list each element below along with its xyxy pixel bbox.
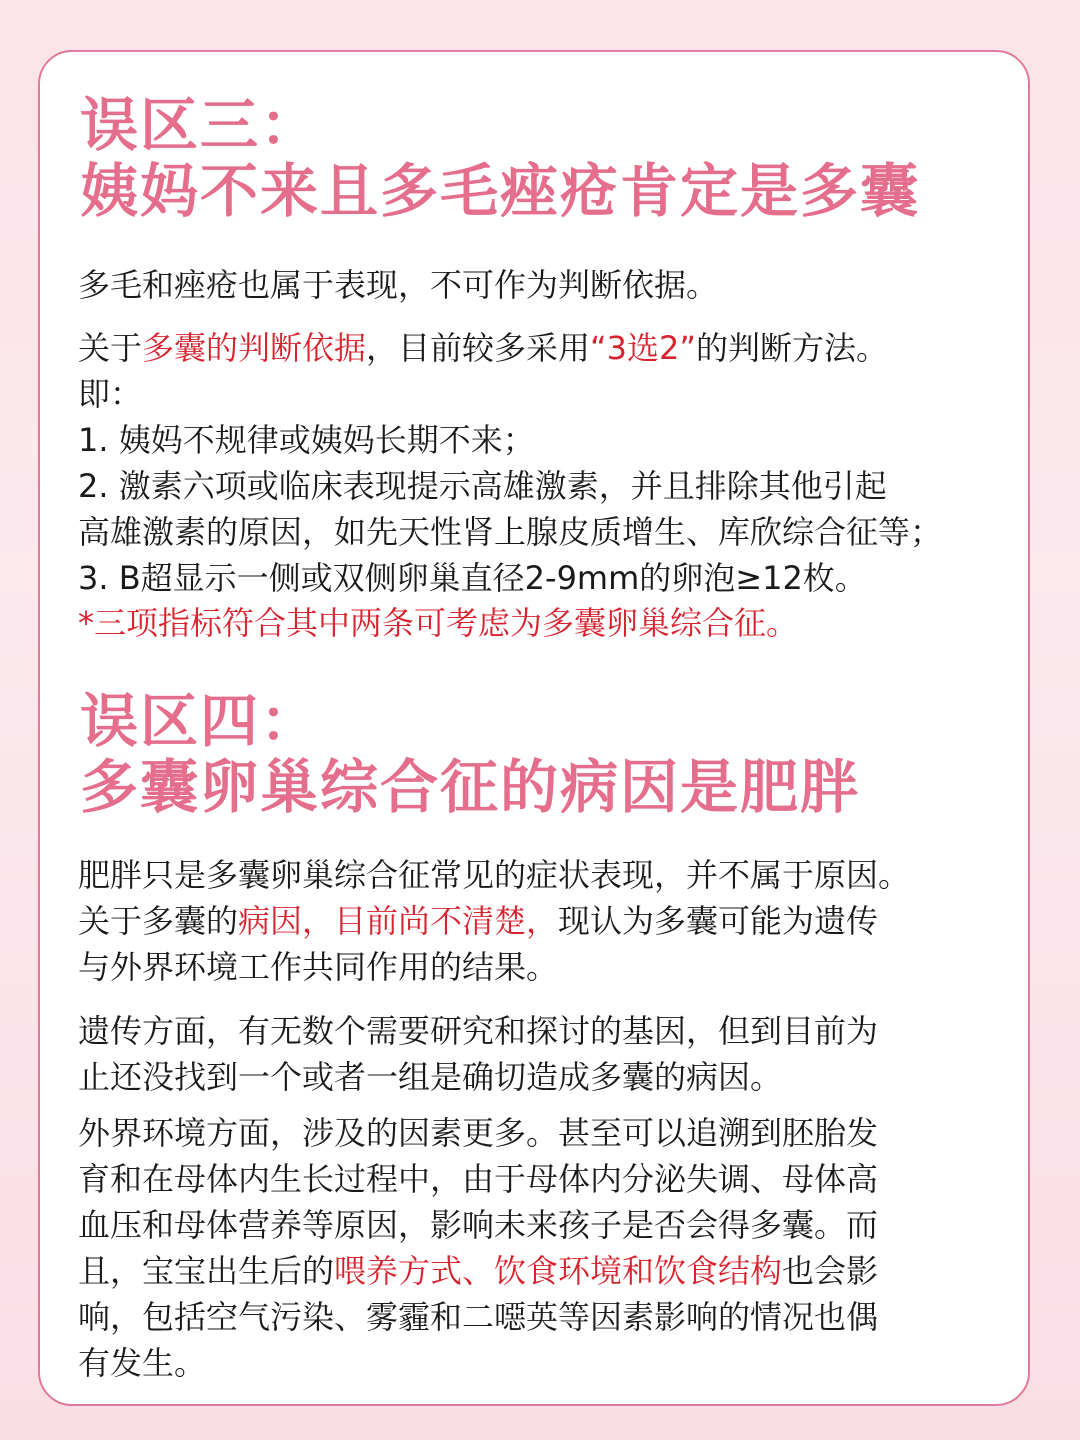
section4-p3-line3: 血压和母体营养等原因，影响未来孩子是否会得多囊。而 bbox=[78, 1206, 879, 1244]
criteria-item-1: 1. 姨妈不规律或姨妈长期不来； bbox=[78, 421, 535, 459]
section3-note: *三项指标符合其中两条可考虑为多囊卵巢综合征。 bbox=[78, 604, 799, 642]
p1-line2-pre: 关于多囊的 bbox=[78, 902, 239, 940]
criteria-highlight-rule: “3选2” bbox=[590, 329, 696, 367]
section4-paragraph-1 bbox=[78, 852, 910, 990]
criteria-item-2-line2: 高雄激素的原因，如先天性肾上腺皮质增生、库欣综合征等； bbox=[78, 513, 943, 551]
section4-p3-line6: 有发生。 bbox=[78, 1344, 207, 1382]
section3-title-line2: 姨妈不来且多毛痤疮肯定是多囊 bbox=[80, 157, 921, 225]
section4-title-line2: 多囊卵巢综合征的病因是肥胖 bbox=[80, 753, 861, 821]
criteria-mid: ，目前较多采用 bbox=[366, 329, 591, 367]
section4-p3-line4 bbox=[78, 1248, 878, 1294]
criteria-post: 的判断方法。 bbox=[695, 329, 888, 367]
criteria-item-3: 3. B超显示一侧或双侧卵巢直径2-9mm的卵泡≥12枚。 bbox=[78, 559, 867, 597]
section3-criteria bbox=[78, 325, 942, 601]
section4-p1-line3: 与外界环境工作共同作用的结果。 bbox=[78, 948, 559, 986]
section4-paragraph-2 bbox=[78, 1008, 878, 1100]
criteria-highlight-basis: 多囊的判断依据 bbox=[142, 329, 367, 367]
section4-p3-line1: 外界环境方面，涉及的因素更多。甚至可以追溯到胚胎发 bbox=[78, 1114, 879, 1152]
section4-p1-line1: 肥胖只是多囊卵巢综合征常见的症状表现，并不属于原因。 bbox=[78, 856, 911, 894]
section4-p3-line2: 育和在母体内生长过程中，由于母体内分泌失调、母体高 bbox=[78, 1160, 879, 1198]
section3-heading bbox=[80, 92, 920, 224]
p3-line4-highlight: 喂养方式、饮食环境和饮食结构 bbox=[334, 1252, 783, 1290]
p1-line2-highlight: 病因，目前尚不清楚， bbox=[238, 902, 559, 940]
section3-title-line1: 误区三： bbox=[80, 91, 321, 159]
section4-title-line1: 误区四： bbox=[80, 687, 321, 755]
section4-heading bbox=[80, 688, 860, 820]
section3-intro: 多毛和痤疮也属于表现，不可作为判断依据。 bbox=[78, 266, 719, 304]
criteria-item-2-line1: 2. 激素六项或临床表现提示高雄激素，并且排除其他引起 bbox=[78, 467, 887, 505]
section4-p2-line2: 止还没找到一个或者一组是确切造成多囊的病因。 bbox=[78, 1058, 783, 1096]
section4-p2-line1: 遗传方面，有无数个需要研究和探讨的基因，但到目前为 bbox=[78, 1012, 879, 1050]
section4-p1-line2 bbox=[78, 898, 910, 944]
p1-line2-post: 现认为多囊可能为遗传 bbox=[558, 902, 879, 940]
criteria-lead: 即： bbox=[78, 375, 143, 413]
p3-line4-post: 也会影 bbox=[782, 1252, 879, 1290]
section4-p3-line5: 响，包括空气污染、雾霾和二噁英等因素影响的情况也偶 bbox=[78, 1298, 879, 1336]
section4-paragraph-3 bbox=[78, 1110, 878, 1386]
criteria-pre: 关于 bbox=[78, 329, 143, 367]
criteria-sentence bbox=[78, 325, 942, 371]
p3-line4-pre: 且，宝宝出生后的 bbox=[78, 1252, 335, 1290]
